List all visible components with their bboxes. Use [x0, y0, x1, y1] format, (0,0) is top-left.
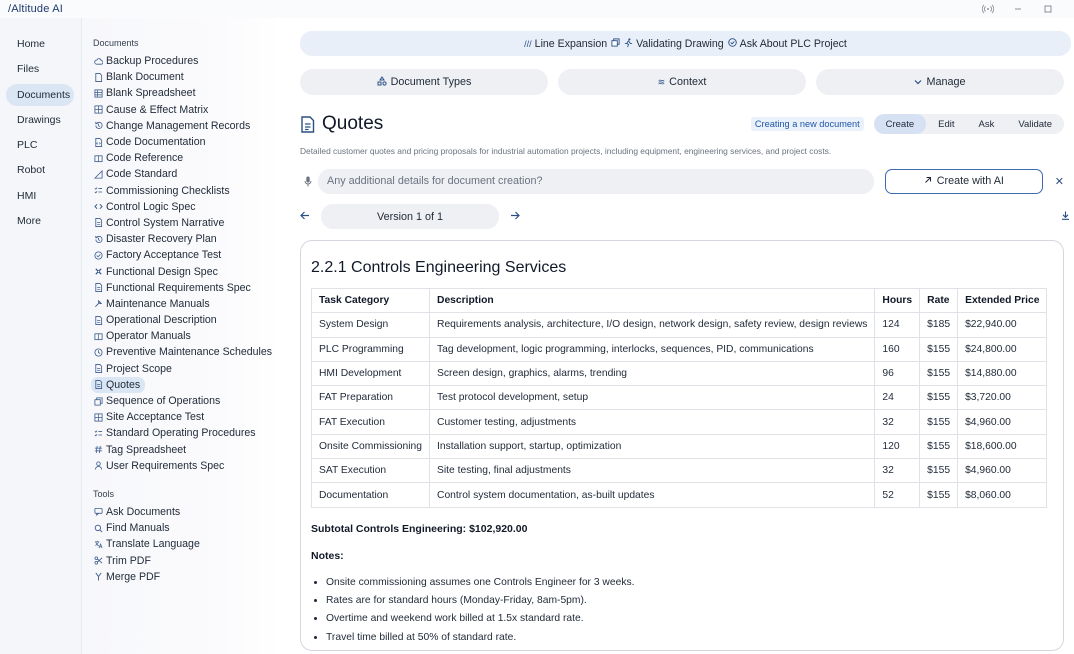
- page-header: [300, 112, 1064, 136]
- file-text-icon: [93, 380, 103, 390]
- history-icon: [93, 234, 103, 244]
- table-cell-extended-price: $4,960.00: [958, 410, 1047, 434]
- translate-icon: [93, 539, 103, 549]
- validating-drawing-label: Validating Drawing: [636, 37, 724, 50]
- table-cell-rate: $155: [920, 459, 958, 483]
- book-icon: [93, 331, 103, 341]
- table-cell-task-category: PLC Programming: [312, 337, 430, 361]
- table-cell-extended-price: $24,800.00: [958, 337, 1047, 361]
- sidebar-item-code-standard[interactable]: [91, 166, 182, 182]
- table-cell-task-category: FAT Execution: [312, 410, 430, 434]
- sidebar-item-label: User Requirements Spec: [106, 459, 225, 472]
- documents-header: Documents: [93, 38, 139, 48]
- table-cell-rate: $155: [920, 337, 958, 361]
- minimize-icon[interactable]: [1010, 2, 1026, 16]
- primary-nav-list: [0, 18, 81, 232]
- file-text-icon: [93, 218, 103, 228]
- sidebar-item-quotes[interactable]: [91, 377, 145, 393]
- chat-icon: [93, 507, 103, 517]
- hash-icon: [93, 445, 103, 455]
- tab-manage-label: Manage: [926, 76, 966, 88]
- arrow-up-right-icon: [924, 175, 932, 187]
- table-cell-hours: 24: [875, 386, 920, 410]
- table-cell-extended-price: $8,060.00: [958, 483, 1047, 507]
- sidebar-item-standard-operating-procedures[interactable]: [91, 425, 261, 441]
- sheet-icon: [93, 88, 103, 98]
- sidebar-item-functional-requirements-spec[interactable]: [91, 280, 256, 296]
- close-icon[interactable]: ✕: [1054, 175, 1064, 188]
- main-content: [282, 18, 1074, 654]
- sidebar-item-site-acceptance-test[interactable]: [91, 409, 209, 425]
- tab-context[interactable]: [558, 69, 806, 95]
- notes-heading: Notes:: [311, 549, 344, 562]
- checklist-icon: [93, 428, 103, 438]
- table-row: [312, 361, 1047, 385]
- table-cell-rate: $155: [920, 410, 958, 434]
- sidebar-item-sequence-of-operations[interactable]: [91, 393, 225, 409]
- sidebar-item-label: Backup Procedures: [106, 55, 199, 68]
- sidebar-item-blank-spreadsheet[interactable]: [91, 85, 201, 101]
- table-cell-task-category: Onsite Commissioning: [312, 434, 430, 458]
- column-header-description: Description: [430, 289, 875, 313]
- wrench-icon: [93, 299, 103, 309]
- nav-item-hmi[interactable]: HMI: [17, 189, 37, 202]
- version-nav: [300, 204, 1070, 229]
- table-cell-extended-price: $3,720.00: [958, 386, 1047, 410]
- nav-item-drawings[interactable]: Drawings: [17, 113, 61, 126]
- ask-plc-link[interactable]: [728, 38, 847, 50]
- table-cell-hours: 160: [875, 337, 920, 361]
- prompt-row: [300, 168, 1064, 194]
- sidebar-item-label: Commissioning Checklists: [106, 184, 230, 197]
- mode-ask-button[interactable]: Ask: [978, 118, 995, 130]
- sidebar-item-label: Maintenance Manuals: [106, 297, 210, 310]
- sidebar-item-label: Control Logic Spec: [106, 200, 196, 213]
- title-bar: [0, 0, 1074, 18]
- sidebar-item-preventive-maintenance-schedules[interactable]: [91, 344, 277, 360]
- tab-document-types-label: Document Types: [390, 76, 472, 88]
- create-with-ai-label: Create with AI: [936, 175, 1004, 187]
- page-title: Quotes: [322, 113, 384, 134]
- prompt-input[interactable]: [318, 169, 874, 194]
- status-hint: Creating a new document: [751, 117, 864, 131]
- user-icon: [93, 461, 103, 471]
- table-cell-description: Test protocol development, setup: [430, 386, 875, 410]
- sidebar-item-label: Standard Operating Procedures: [106, 427, 256, 440]
- clock-icon: [93, 347, 103, 357]
- column-header-extended-price: Extended Price: [958, 289, 1047, 313]
- table-header-row: [312, 289, 1047, 313]
- sidebar-item-label: Sequence of Operations: [106, 395, 221, 408]
- sidebar-item-label: Preventive Maintenance Schedules: [106, 346, 273, 359]
- version-indicator: Version 1 of 1: [321, 204, 499, 229]
- mode-switcher: [874, 114, 1064, 134]
- sidebar-item-commissioning-checklists[interactable]: [91, 183, 235, 199]
- sidebar-item-label: Blank Spreadsheet: [106, 87, 196, 100]
- copy-icon: [611, 38, 620, 49]
- sidebar-item-label: Tag Spreadsheet: [106, 443, 187, 456]
- table-cell-task-category: SAT Execution: [312, 459, 430, 483]
- file-icon: [93, 72, 103, 82]
- file-text-icon: [93, 315, 103, 325]
- sidebar-item-label: Merge PDF: [106, 570, 161, 583]
- sidebar-item-user-requirements-spec[interactable]: [91, 458, 229, 474]
- mode-create-button[interactable]: Create: [874, 114, 927, 134]
- table-cell-hours: 120: [875, 434, 920, 458]
- table-row: [312, 410, 1047, 434]
- sidebar-item-label: Translate Language: [106, 538, 200, 551]
- line-expansion-label: Line Expansion: [534, 37, 608, 50]
- sidebar-item-control-system-narrative[interactable]: [91, 215, 229, 231]
- table-cell-rate: $155: [920, 434, 958, 458]
- sidebar-item-functional-design-spec[interactable]: [91, 263, 223, 279]
- check-circle-icon: [93, 250, 103, 260]
- tools-list: [91, 504, 282, 585]
- sidebar-item-label: Code Reference: [106, 152, 184, 165]
- table-cell-task-category: FAT Preparation: [312, 386, 430, 410]
- table-cell-description: Control system documentation, as-built updates: [430, 483, 875, 507]
- table-row: [312, 459, 1047, 483]
- sidebar-item-label: Trim PDF: [106, 554, 151, 567]
- sidebar-item-blank-document[interactable]: [91, 69, 189, 85]
- sidebar-item-label: Code Documentation: [106, 136, 206, 149]
- grid-icon: [93, 105, 103, 115]
- tab-context-label: Context: [669, 76, 707, 88]
- sidebar-item-disaster-recovery-plan[interactable]: [91, 231, 222, 247]
- note-item: • Rates are for standard hours (Monday-Friday, 8am-5pm).: [326, 592, 1053, 610]
- copy-icon: [93, 396, 103, 406]
- table-row: [312, 434, 1047, 458]
- sidebar-item-label: Control System Narrative: [106, 216, 225, 229]
- table-cell-rate: $155: [920, 361, 958, 385]
- documents-panel: [82, 18, 282, 654]
- chevron-down-icon: [914, 77, 922, 87]
- tab-document-types[interactable]: [300, 69, 548, 95]
- document-preview: [300, 240, 1064, 651]
- panel-tabs: [300, 69, 1064, 95]
- sidebar-item-tag-spreadsheet[interactable]: [91, 442, 191, 458]
- checklist-icon: [93, 186, 103, 196]
- table-cell-description: Customer testing, adjustments: [430, 410, 875, 434]
- create-with-ai-button[interactable]: [885, 169, 1043, 194]
- document-heading: 2.2.1 Controls Engineering Services: [311, 259, 567, 276]
- sidebar-item-label: Quotes: [106, 378, 141, 391]
- mode-validate-button[interactable]: Validate: [1018, 118, 1052, 130]
- file-text-icon: [93, 283, 103, 293]
- table-cell-extended-price: $14,880.00: [958, 361, 1047, 385]
- cloud-icon: [93, 56, 103, 66]
- notes-list: [326, 574, 1053, 647]
- book-icon: [93, 153, 103, 163]
- sidebar-item-ask-documents[interactable]: [91, 504, 185, 520]
- table-cell-task-category: System Design: [312, 313, 430, 337]
- nav-item-documents[interactable]: Documents: [6, 84, 74, 106]
- sidebar-item-control-logic-spec[interactable]: [91, 199, 201, 215]
- sidebar-item-label: Cause & Effect Matrix: [106, 103, 209, 116]
- mode-edit-button[interactable]: Edit: [938, 118, 955, 130]
- window-controls: [980, 2, 1056, 16]
- table-cell-hours: 52: [875, 483, 920, 507]
- primary-nav: [0, 18, 82, 654]
- table-cell-task-category: HMI Development: [312, 361, 430, 385]
- table-cell-task-category: Documentation: [312, 483, 430, 507]
- tools-header: Tools: [93, 488, 115, 499]
- table-cell-hours: 96: [875, 361, 920, 385]
- download-icon[interactable]: [1061, 211, 1070, 223]
- table-cell-hours: 32: [875, 459, 920, 483]
- waves-icon: ≋: [657, 76, 666, 87]
- table-cell-description: Screen design, graphics, alarms, trending: [430, 361, 875, 385]
- sidebar-item-label: Operator Manuals: [106, 330, 191, 343]
- sidebar-item-cause-and-effect-matrix[interactable]: [91, 102, 213, 118]
- file-text-icon: [93, 364, 103, 374]
- table-cell-extended-price: $18,600.00: [958, 434, 1047, 458]
- sidebar-item-backup-procedures[interactable]: [91, 53, 203, 69]
- nav-item-plc[interactable]: PLC: [17, 139, 38, 152]
- broadcast-icon[interactable]: [980, 2, 996, 16]
- slashes-icon: ///: [524, 38, 532, 49]
- search-icon: [93, 523, 103, 533]
- previous-version-icon[interactable]: [300, 211, 312, 223]
- sidebar-item-code-documentation[interactable]: [91, 134, 211, 150]
- column-header-rate: Rate: [920, 289, 958, 313]
- sidebar-item-maintenance-manuals[interactable]: [91, 296, 215, 312]
- sidebar-item-project-scope[interactable]: [91, 361, 177, 377]
- code-icon: [93, 202, 103, 212]
- document-icon: [300, 116, 315, 133]
- sidebar-item-trim-pdf[interactable]: [91, 552, 156, 568]
- nav-item-robot[interactable]: Robot: [17, 164, 46, 177]
- maximize-icon[interactable]: [1040, 2, 1056, 16]
- sidebar-item-merge-pdf[interactable]: [91, 569, 165, 585]
- validating-drawing-link[interactable]: [624, 38, 724, 50]
- sidebar-item-change-management-records[interactable]: [91, 118, 255, 134]
- table-row: [312, 337, 1047, 361]
- scissors-icon: [93, 556, 103, 566]
- history-icon: [93, 121, 103, 131]
- note-item: • Travel time billed at 50% of standard rate.: [326, 629, 1053, 647]
- running-icon: [624, 38, 633, 50]
- pricing-table: [311, 288, 1047, 508]
- sidebar-item-label: Project Scope: [106, 362, 172, 375]
- shapes-icon: [377, 76, 387, 88]
- nav-item-home[interactable]: Home: [17, 38, 46, 50]
- table-body: [312, 313, 1047, 507]
- check-circle-icon: [728, 38, 737, 49]
- sidebar-item-label: Functional Design Spec: [106, 265, 218, 278]
- sidebar-item-factory-acceptance-test[interactable]: [91, 247, 226, 263]
- table-cell-rate: $155: [920, 483, 958, 507]
- sidebar-item-code-reference[interactable]: [91, 150, 188, 166]
- sidebar-item-label: Find Manuals: [106, 522, 170, 535]
- table-cell-description: Tag development, logic programming, interlocks, sequences, PID, communications: [430, 337, 875, 361]
- table-cell-rate: $185: [920, 313, 958, 337]
- puzzle-icon: [93, 267, 103, 277]
- note-item: • Onsite commissioning assumes one Controls Engineer for 3 weeks.: [326, 574, 1053, 592]
- page-description: Detailed customer quotes and pricing proposals for industrial automation projects, including equipment, engineering services, and project costs.: [300, 146, 832, 156]
- table-cell-extended-price: $4,960.00: [958, 459, 1047, 483]
- sidebar-item-label: Functional Requirements Spec: [106, 281, 251, 294]
- sidebar-item-label: Blank Document: [106, 71, 184, 84]
- table-row: [312, 313, 1047, 337]
- app-title: /Altitude AI: [8, 3, 63, 15]
- sidebar-item-label: Operational Description: [106, 314, 217, 327]
- quick-actions-bar: [300, 31, 1071, 56]
- note-item: • Overtime and weekend work billed at 1.5x standard rate.: [326, 610, 1053, 628]
- next-version-icon[interactable]: [510, 211, 522, 223]
- sidebar-item-label: Factory Acceptance Test: [106, 249, 222, 262]
- sidebar-item-label: Site Acceptance Test: [106, 411, 205, 424]
- table-cell-hours: 124: [875, 313, 920, 337]
- grid-icon: [93, 412, 103, 422]
- table-cell-hours: 32: [875, 410, 920, 434]
- merge-icon: [93, 572, 103, 582]
- ruler-icon: [93, 169, 103, 179]
- subtotal-text: Subtotal Controls Engineering: $102,920.00: [311, 522, 528, 535]
- microphone-icon[interactable]: [300, 176, 316, 187]
- sidebar-item-label: Change Management Records: [106, 119, 251, 132]
- column-header-hours: Hours: [875, 289, 920, 313]
- sidebar-item-translate-language[interactable]: [91, 536, 205, 552]
- sidebar-item-find-manuals[interactable]: [91, 520, 175, 536]
- table-cell-extended-price: $22,940.00: [958, 313, 1047, 337]
- sidebar-item-label: Disaster Recovery Plan: [106, 233, 217, 246]
- table-cell-description: Installation support, startup, optimization: [430, 434, 875, 458]
- table-cell-rate: $155: [920, 386, 958, 410]
- sidebar-item-label: Code Standard: [106, 168, 178, 181]
- table-cell-description: Site testing, final adjustments: [430, 459, 875, 483]
- ask-plc-label: Ask About PLC Project: [739, 37, 847, 50]
- line-expansion-link[interactable]: [524, 38, 607, 50]
- nav-item-more[interactable]: More: [17, 215, 41, 228]
- document-type-list: [91, 53, 282, 474]
- table-row: [312, 483, 1047, 507]
- sidebar-item-operational-description[interactable]: [91, 312, 222, 328]
- file-code-icon: [93, 137, 103, 147]
- nav-item-files[interactable]: Files: [17, 63, 40, 76]
- table-row: [312, 386, 1047, 410]
- sidebar-item-operator-manuals[interactable]: [91, 328, 196, 344]
- sidebar-item-label: Ask Documents: [106, 505, 181, 518]
- table-cell-description: Requirements analysis, architecture, I/O design, network design, safety review, design reviews: [430, 313, 875, 337]
- column-header-task-category: Task Category: [312, 289, 430, 313]
- tab-manage[interactable]: [816, 69, 1064, 95]
